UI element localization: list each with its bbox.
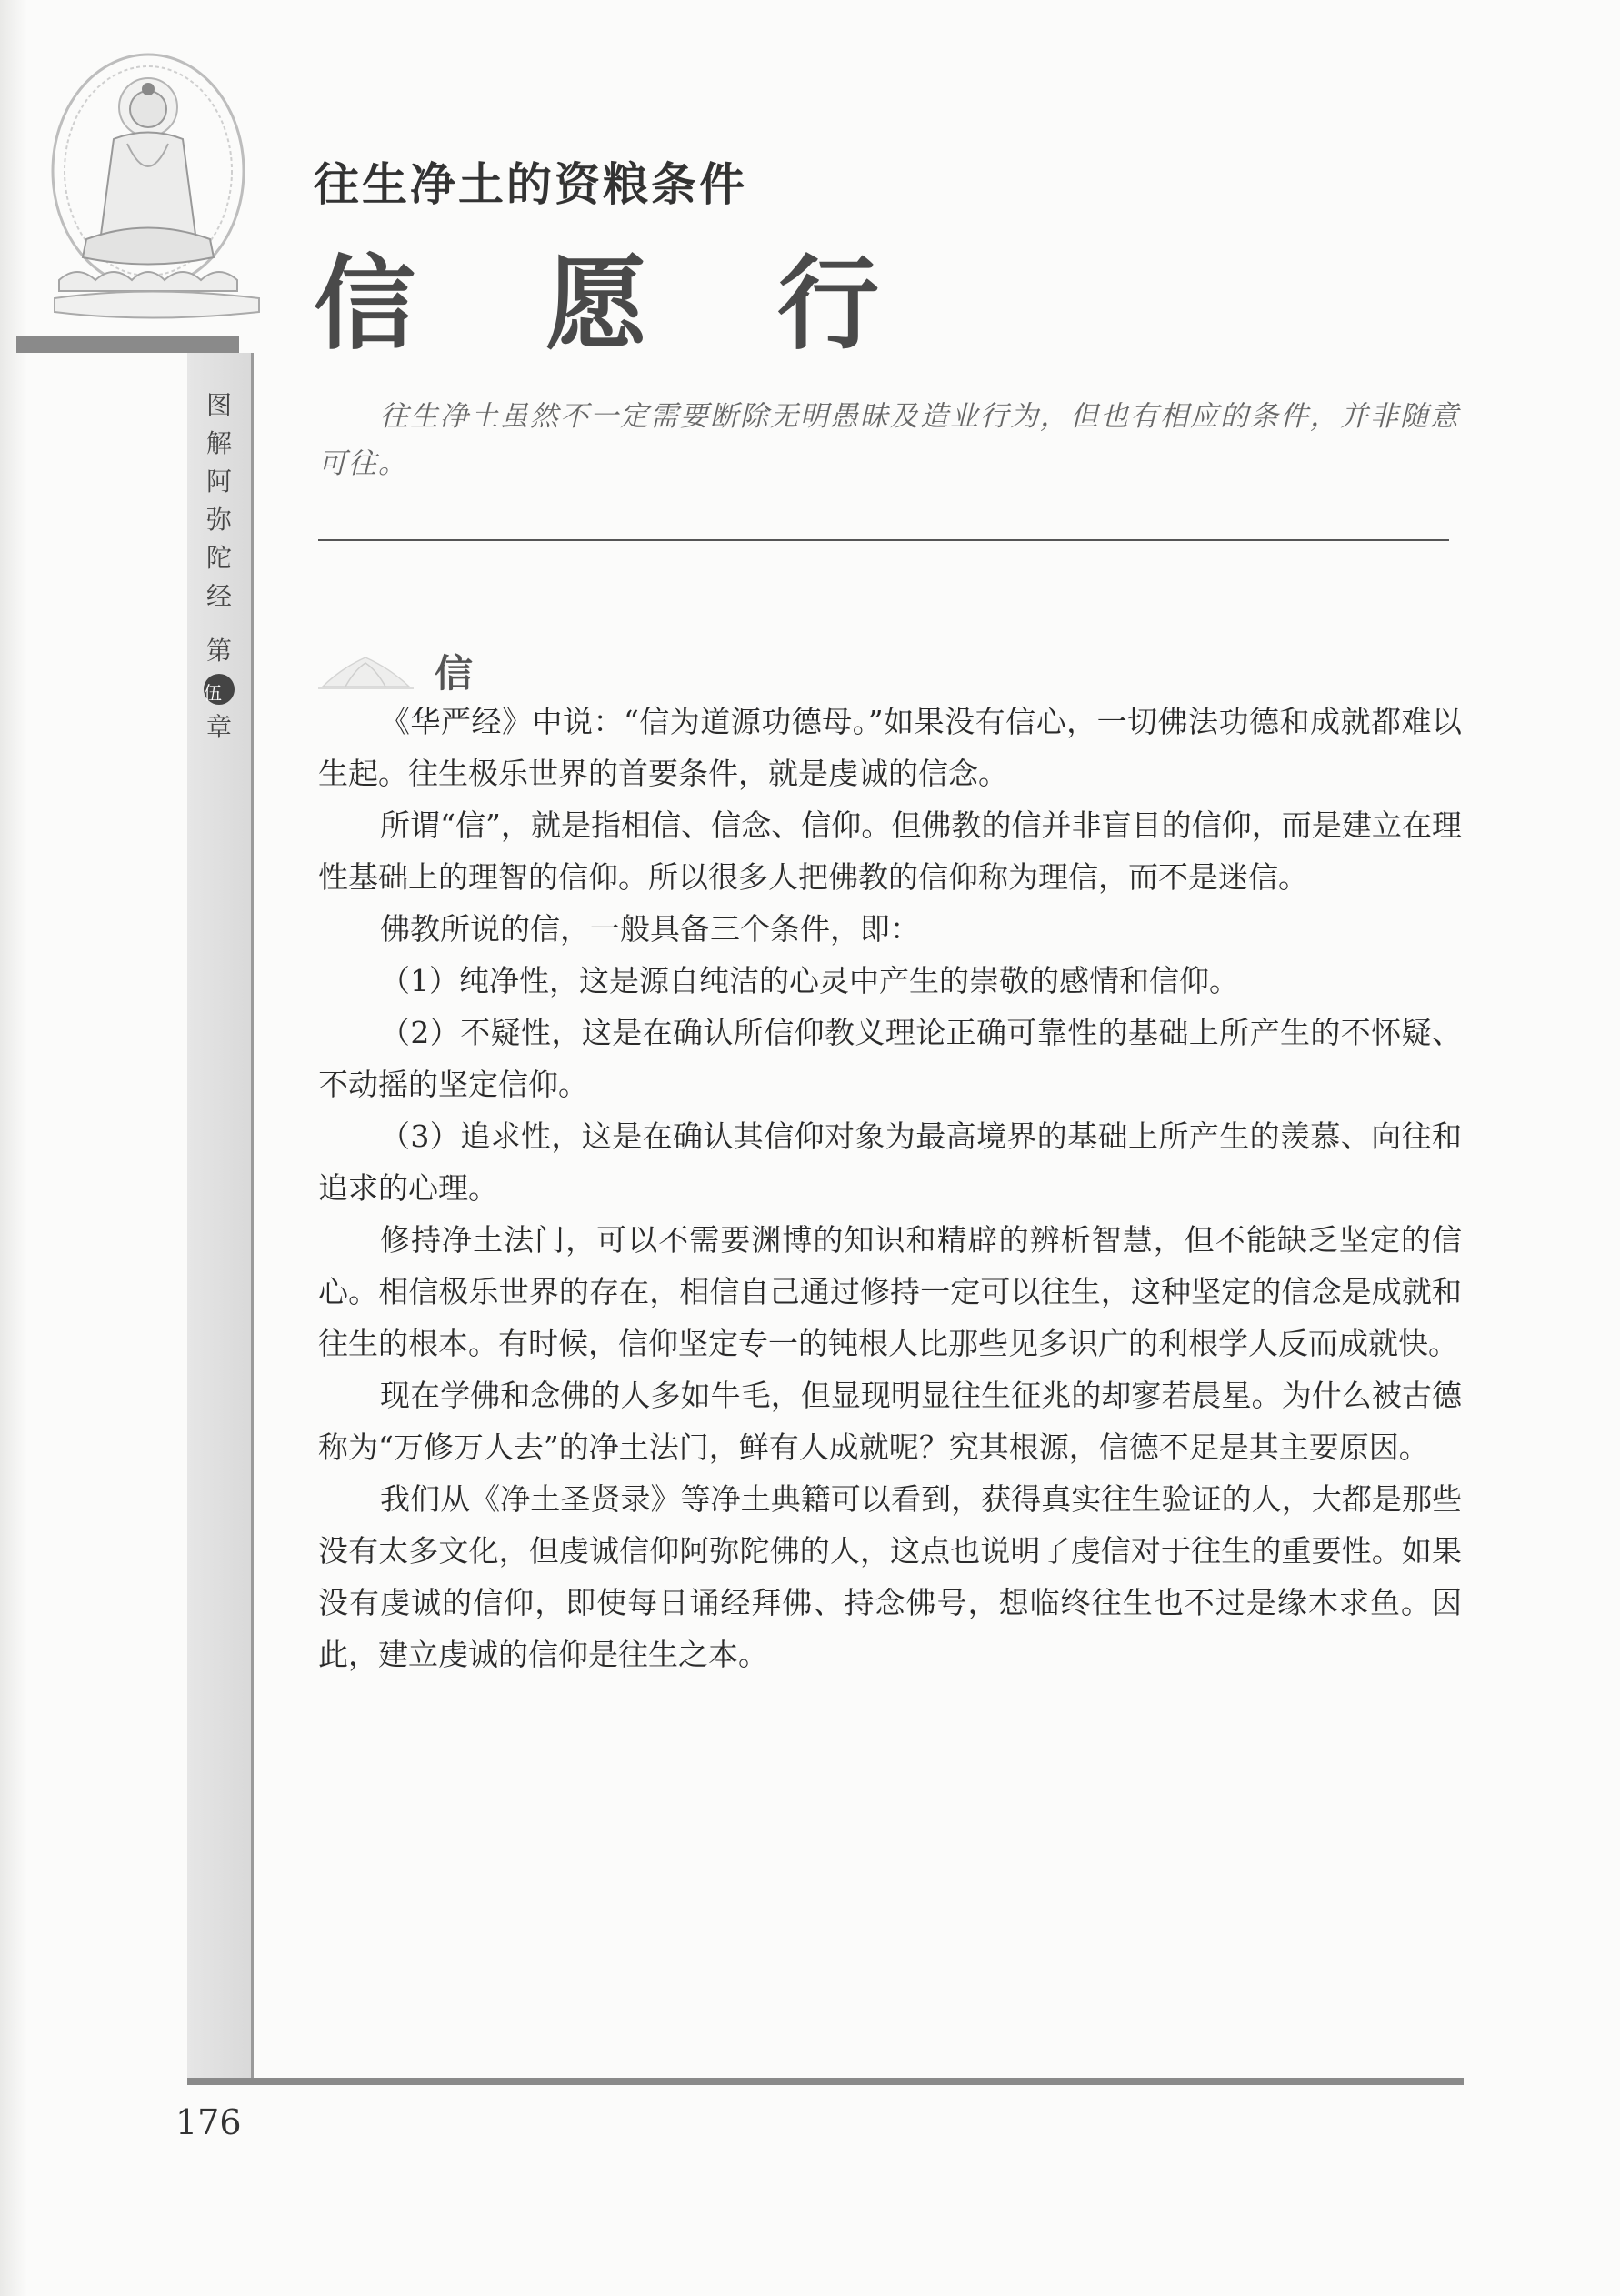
footer-bar xyxy=(187,2078,1464,2085)
page-subtitle: 往生净土的资粮条件 xyxy=(314,157,747,211)
side-tab-label xyxy=(187,386,251,747)
paragraph: 所谓“信”，就是指相信、信念、信仰。但佛教的信并非盲目的信仰，而是建立在理性基础上的理智的信仰。所以很多人把佛教的信仰称为理信，而不是迷信。 xyxy=(318,807,1462,895)
paragraph: 修持净土法门，可以不需要渊博的知识和精辟的辨析智慧，但不能缺乏坚定的信心。相信极乐世界的存在，相信自己通过修持一定可以往生，这种坚定的信念是成就和往生的根本。有时候，信仰坚定专一的钝根人比那些见多识广的利根学人反而成就快。 xyxy=(318,1222,1462,1361)
paragraph: （3）追求性，这是在确认其信仰对象为最高境界的基础上所产生的羡慕、向往和追求的心理。 xyxy=(318,1118,1462,1206)
page-title: 信 愿 行 xyxy=(314,246,926,364)
chapter-number-badge: 伍 xyxy=(204,674,235,705)
body-text xyxy=(318,696,1462,1680)
paragraph: （2）不疑性，这是在确认所信仰教义理论正确可靠性的基础上所产生的不怀疑、不动摇的坚定信仰。 xyxy=(318,1015,1462,1102)
book-title-vertical: 图 解 阿 弥 陀 经 xyxy=(205,390,232,611)
paragraph: 《华严经》中说：“信为道源功德母。”如果没有信心，一切佛法功德和成就都难以生起。往生极乐世界的首要条件，就是虔诚的信念。 xyxy=(318,704,1462,791)
page-number: 176 xyxy=(175,2102,242,2142)
lotus-icon xyxy=(314,650,418,692)
chapter-label-vertical: 第 伍 章 xyxy=(204,632,235,747)
paragraph: 我们从《净土圣贤录》等净土典籍可以看到，获得真实往生验证的人，大都是那些没有太多文化，但虔诚信仰阿弥陀佛的人，这点也说明了虔信对于往生的重要性。如果没有虔诚的信仰，即使每日诵经拜佛、持念佛号，想临终往生也不过是缘木求鱼。因此，建立虔诚的信仰是往生之本。 xyxy=(318,1481,1462,1672)
buddha-illustration xyxy=(41,53,277,326)
intro-paragraph: 往生净土虽然不一定需要断除无明愚昧及造业行为，但也有相应的条件，并非随意可往。 xyxy=(318,400,1460,480)
paragraph: 现在学佛和念佛的人多如牛毛，但显现明显往生征兆的却寥若晨星。为什么被古德称为“万修万人去”的净土法门，鲜有人成就呢？究其根源，信德不足是其主要原因。 xyxy=(318,1378,1462,1465)
header-bar xyxy=(16,336,239,353)
paragraph: （1）纯净性，这是源自纯洁的心灵中产生的崇敬的感情和信仰。 xyxy=(380,963,1239,998)
section-title: 信 xyxy=(435,651,474,696)
section-heading xyxy=(314,644,473,698)
paragraph: 佛教所说的信，一般具备三个条件，即： xyxy=(380,911,920,947)
divider xyxy=(318,539,1449,541)
